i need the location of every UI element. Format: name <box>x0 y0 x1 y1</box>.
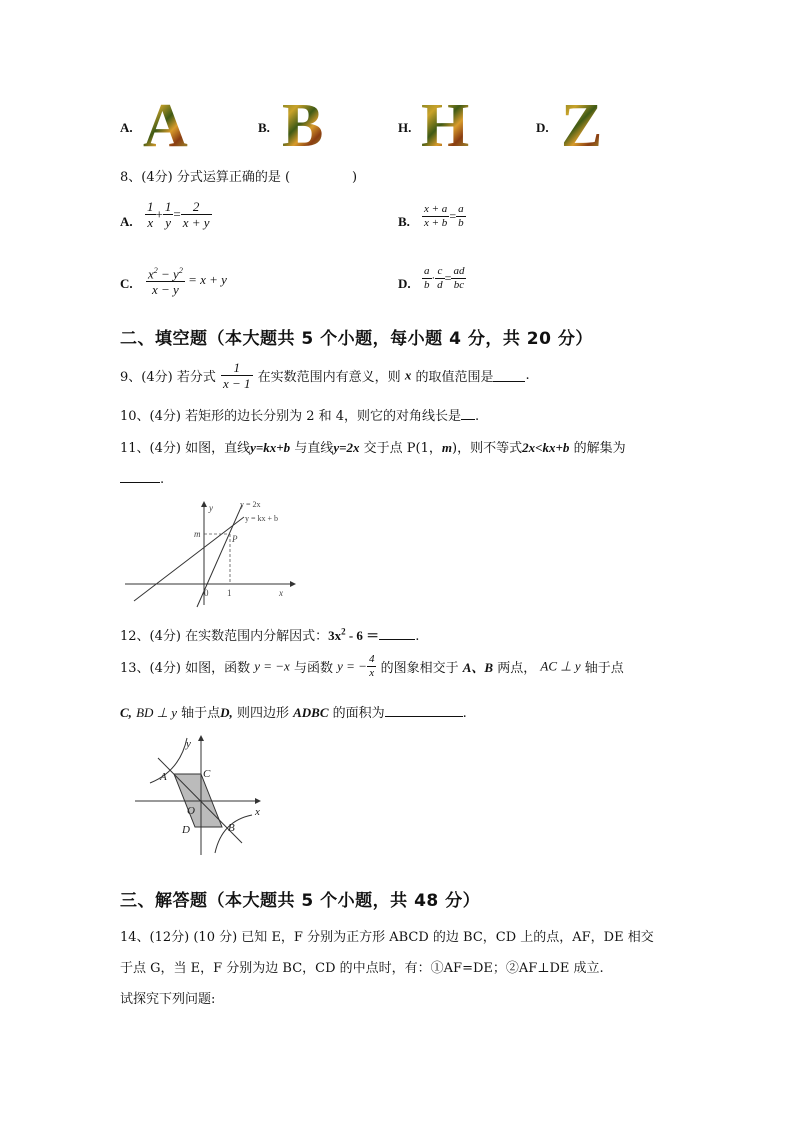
q11-label-origin: 0 <box>204 588 209 598</box>
q13-label-x: x <box>255 806 260 818</box>
q7-option-b-label: B. <box>258 120 270 135</box>
q13-line-1 <box>120 653 624 680</box>
section-2-title: 二、填空题（本大题共 5 个小题，每小题 4 分，共 20 分） <box>120 329 593 349</box>
q13-function-2-fraction: $\frac{4}{x}$ <box>368 653 375 679</box>
q8-option-b-formula: $\frac{x + a}{x + b}$ = $\frac{a}{b}$ <box>424 203 464 229</box>
q7-option-c-image: H <box>421 92 470 160</box>
q11-label-p: P <box>232 534 238 544</box>
q8-option-c-formula: $\frac{x^2 - y^2}{x - y}$ = x + y <box>146 263 227 297</box>
q13-label-y: y <box>186 738 191 750</box>
q8-option-d-formula: $\frac{a}{b}$ · $\frac{c}{d}$ = $\frac{ad}{bc}$ <box>424 265 465 291</box>
q11-x-axis-arrow <box>290 581 296 587</box>
q7-option-a-image: A <box>143 92 188 160</box>
q13-label-b: B <box>228 822 235 834</box>
q11-label-y2x: y = 2x <box>240 500 261 509</box>
q9-var: x <box>404 367 412 383</box>
q7-option-b-image: B <box>282 92 324 160</box>
q8-close-paren: ) <box>352 170 358 185</box>
q11-text-3: 交于点 P(1， <box>363 441 442 456</box>
q10-text: 10、(4分) 若矩形的边长分别为 2 和 4，则它的对角线长是 <box>120 409 462 424</box>
q11-text-5: 的解集为 <box>573 441 626 456</box>
q9-answer-blank[interactable] <box>493 369 525 382</box>
q7-option-a-label: A. <box>120 120 133 135</box>
q9: 9、(4分) 若分式 $\frac{1}{x - 1}$ 在实数范围内有意义，则 x 的取值范围是 . <box>120 360 530 391</box>
q13-x-axis-arrow <box>255 798 261 804</box>
q13-ac-perp: AC ⊥ y <box>540 658 581 674</box>
q12-text: 12、(4分) 在实数范围内分解因式： <box>120 629 329 644</box>
q8-option-b-label: B. <box>398 214 410 229</box>
q11-answer-line: . <box>120 470 164 487</box>
q13-point-d: D, <box>220 705 233 720</box>
q13-text-5: 轴于点 <box>584 661 624 676</box>
q13-label-o: O <box>187 805 195 817</box>
q11-label-ykxb: y = kx + b <box>245 514 279 523</box>
q14-line-2: 于点 G，当 E，F 分别为边 BC，CD 的中点时，有：①AF=DE；②AF⊥DE 成立. <box>120 961 604 976</box>
q11-answer-blank[interactable] <box>120 470 160 483</box>
q13-label-d: D <box>182 824 190 836</box>
q11-text-1: 11、(4分) 如图，直线 <box>120 441 251 456</box>
q13-bd-perp: BD ⊥ y <box>136 705 177 720</box>
q8-option-a-formula: $\frac{1}{x}$ + $\frac{1}{y}$ = $\frac{2}{x + y}$ <box>147 199 210 230</box>
q11-figure <box>120 497 300 609</box>
q8-option-a-label: A. <box>120 214 133 229</box>
q13-text-4: 两点， <box>497 661 537 676</box>
q12-expr2: - 6 ＝ <box>345 628 380 643</box>
q11-m: m <box>441 440 453 455</box>
q13-label-a: A <box>160 771 167 783</box>
q13-y-axis-arrow <box>198 735 204 741</box>
q13-label-c: C <box>203 768 211 780</box>
q11-label-x: x <box>279 588 283 598</box>
q9-prefix: 9、(4分) 若分式 <box>120 370 216 385</box>
q11-eq2: y=2x <box>333 440 360 455</box>
q13-point-c: C, <box>120 705 132 720</box>
q10-answer-blank[interactable] <box>461 407 475 420</box>
q8-option-d-label: D. <box>398 276 411 291</box>
q9-fraction: $\frac{1}{x - 1}$ <box>222 360 251 391</box>
q13-text-2: 与函数 <box>293 661 333 676</box>
q13-text-3: 的图象相交于 <box>380 661 459 676</box>
section-3-title: 三、解答题（本大题共 5 个小题，共 48 分） <box>120 891 481 911</box>
q11-y-axis-arrow <box>201 501 207 507</box>
q13-quad: ADBC <box>293 705 329 720</box>
q14-line-1: 14、(12分) (10 分) 已知 E，F 分别为正方形 ABCD 的边 BC，CD 上的点，AF，DE 相交 <box>120 930 654 945</box>
q12: 12、(4分) 在实数范围内分解因式：$3x^2 - 6$ ＝ . <box>120 626 420 644</box>
q14-line-3: 试探究下列问题: <box>120 992 216 1007</box>
q9-suffix-1: 在实数范围内有意义，则 <box>257 370 401 385</box>
q12-expr: 3x <box>328 628 342 643</box>
q10: 10、(4分) 若矩形的边长分别为 2 和 4，则它的对角线长是 . <box>120 409 480 424</box>
q13-text-7: 则四边形 <box>236 706 289 721</box>
q8-stem-text: 8、(4分) 分式运算正确的是 ( <box>120 170 291 185</box>
q13-answer-blank[interactable] <box>385 704 463 717</box>
q11 <box>120 437 626 456</box>
q9-suffix-2: 的取值范围是 <box>415 370 494 385</box>
q11-ineq: 2x<kx+b <box>522 440 570 455</box>
q7-option-c-label: H. <box>398 120 412 135</box>
q7-option-d-label: D. <box>536 120 549 135</box>
q11-label-m: m <box>194 529 201 539</box>
q11-label-y: y <box>209 503 213 513</box>
q7-option-d-image: Z <box>561 92 603 160</box>
q13-points: A、B <box>462 660 494 675</box>
q12-answer-blank[interactable] <box>379 627 415 640</box>
q11-label-one: 1 <box>227 588 232 598</box>
q13-line-2: C, BD ⊥ y 轴于点D, 则四边形 ADBC 的面积为 . <box>120 705 467 721</box>
q13-function-2-lhs: y = − <box>337 658 367 674</box>
q13-figure <box>130 733 270 858</box>
q13-text-6: 轴于点 <box>181 706 221 721</box>
q11-eq1: y=kx+b <box>250 440 291 455</box>
q8-option-c-label: C. <box>120 276 133 291</box>
q8-stem <box>120 166 357 185</box>
q13-text-1: 13、(4分) 如图，函数 <box>120 661 251 676</box>
q11-text-2: 与直线 <box>294 441 334 456</box>
q11-text-4: )，则不等式 <box>452 441 523 456</box>
q13-text-8: 的面积为 <box>332 706 385 721</box>
q13-function-1: y = −x <box>254 658 290 674</box>
